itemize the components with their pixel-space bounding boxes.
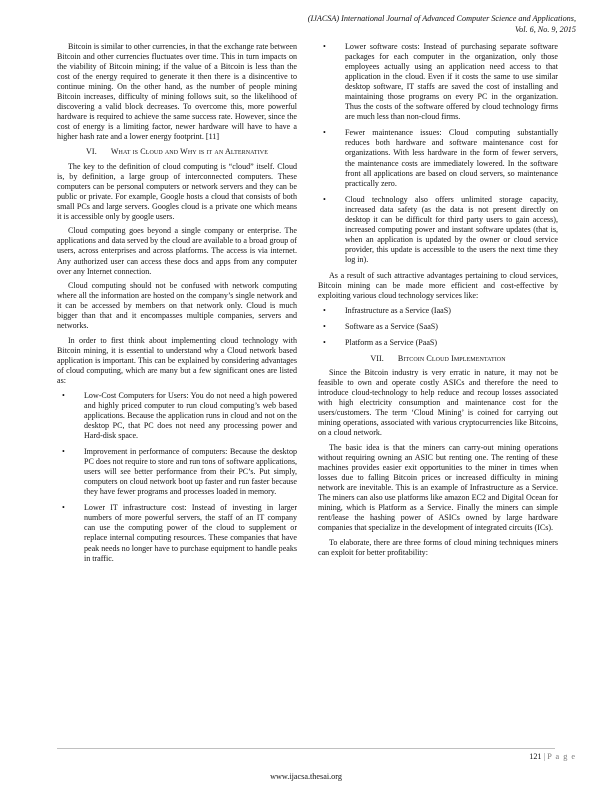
page-number (529, 752, 576, 761)
section-number: VII. (370, 353, 384, 363)
cloud-services-list (318, 306, 558, 348)
right-column (318, 42, 558, 563)
advantages-list (57, 391, 297, 564)
paragraph-cloud-beyond: Cloud computing goes beyond a single company or enterprise. The applications and data served by the cloud are available to a broad group of users, across enterprises and across platforms. The access is via internet. Any authorized user can access these docs and apps from any computer over any Internet connection. (57, 226, 297, 276)
section-number: VI. (86, 147, 97, 157)
bullet-icon: • (62, 390, 65, 400)
section-title: What is Cloud and Why is it an Alternative (110, 147, 268, 157)
paragraph-bitcoin-exchange: Bitcoin is similar to other currencies, in that the exchange rate between Bitcoin and other currencies fluctuates over time. This in turn impacts on the viability of Bitcoin mining; if the value of a Bitcoin is less than the cost of the energy required to generate it then there is a disincentive to continue mining. On the other hand, as the number of people mining Bitcoin increases, difficulty of mining follows suit, so the likelihood of discovering a valid block decreases. To overcome this, more powerful hardware is required to achieve the same success rate. However, since the cost of energy is a limiting factor, newer hardware will have to have a higher hash rate and a lower energy footprint. [11] (57, 42, 297, 142)
bullet-icon: • (323, 42, 326, 51)
paragraph-advantages-intro: In order to first think about implementing cloud technology with Bitcoin mining, it is essential to understand why a Cloud network based application is important. This can be explained by considering advantages of cloud computing, which are many but a few significant ones are listed as: (57, 336, 297, 386)
page-word: P a g e (547, 752, 576, 761)
section-title: Bitcoin Cloud Implementation (397, 353, 506, 363)
paragraph-attractive-advantages: As a result of such attractive advantages pertaining to cloud services, Bitcoin mining can be made more efficient and cost-effective by exploiting various cloud technology services like: (318, 270, 558, 301)
list-item: • Lower IT infrastructure cost: Instead of investing in larger numbers of more powerful servers, the staff of an IT company can use the computing power of the cloud to supplement or replace internal computing resources. These companies that have peak needs no longer have to purchase equipment to handle peaks in traffic. (62, 503, 297, 563)
bullet-icon: • (62, 503, 65, 513)
footer-divider (57, 748, 555, 749)
bullet-icon: • (323, 194, 326, 204)
section-heading-vii (318, 354, 558, 364)
list-item: • Infrastructure as a Service (IaaS) (323, 305, 451, 315)
journal-website: www.ijacsa.thesai.org (270, 772, 342, 781)
bullet-icon: • (323, 321, 326, 331)
paragraph-elaborate: To elaborate, there are three forms of cloud mining techniques miners can exploit for better profitability: (318, 537, 558, 557)
journal-header (176, 14, 576, 35)
paragraph-network-computing: Cloud computing should not be confused with network computing where all the information are hosted on the company’s single network and it can be accessed by members on that network only. Cloud is much bigger than that and it encompasses multiple companies, servers and networks. (57, 281, 297, 331)
list-item: • Software as a Service (SaaS) (323, 321, 438, 331)
journal-header-title: (IJACSA) International Journal of Advanced Computer Science and Applications, (307, 14, 576, 23)
bullet-icon: • (323, 128, 326, 138)
advantages-list-continued (318, 42, 558, 265)
bullet-icon: • (323, 305, 326, 315)
page-number-value: 121 (529, 752, 542, 761)
bullet-icon: • (62, 447, 65, 457)
page-number-separator: | (543, 752, 546, 761)
paragraph-cloud-definition: The key to the definition of cloud computing is “cloud” itself. Cloud is, by definition, a large group of interconnected computers. These computers can be personal computers or network servers and they can be public or private. For example, Google hosts a cloud that consists of both small PCs and large servers. Googles cloud is a private one which means it is accessible only by google users. (57, 161, 297, 221)
list-item: • Platform as a Service (PaaS) (323, 337, 438, 347)
list-item: • Lower software costs: Instead of purchasing separate software packages for each computer in the organization, only those employees actually using an application need access to that application in the cloud. Even if it costs the same to use similar desktop software, IT staffs are saved the cost of installing and maintaining those programs on every PC in the organization. Thus the costs of the software offered by cloud technology firms are much less than non-cloud firms. (323, 42, 558, 122)
section-heading-vi (57, 147, 297, 157)
journal-header-volume: Vol. 6, No. 9, 2015 (515, 24, 576, 34)
list-item: • Low-Cost Computers for Users: You do not need a high powered and highly priced computer to run cloud computing’s web based applications. Because the application runs in cloud and not on the desktop PC, that PC does not need any processing power and Hard-disk space. (62, 390, 297, 441)
paragraph-basic-idea: The basic idea is that the miners can carry-out mining operations without requiring owning an ASIC but renting one. The renting of these machines provides easier exit opportunities to the miner in times when losses due to falling Bitcoin prices or increased difficulty in mining network are inevitable. This is an example of Infrastructure as a Service. The miners can also use platforms like amazon EC2 and Digital Ocean for mining, which is Platform as a Service. Finally the miners can simple rent/lease the hashing power of ASICs owned by large hardware companies that specialize in the development of integrated circuits (ICs). (318, 442, 558, 533)
paragraph-erratic-industry: Since the Bitcoin industry is very erratic in nature, it may not be feasible to own and operate costly ASICs and therefore the need to introduce cloud-technology to help reduce and recoup losses associated with high electricity consumption and maintenance cost for the users/customers. The term ‘Cloud Mining’ is coined for carrying out mining operations, associated with various cryptocurrencies like Bitcoins, on a cloud network. (318, 367, 558, 438)
bullet-icon: • (323, 337, 326, 347)
list-item: • Improvement in performance of computers: Because the desktop PC does not require to store and run tons of software applications, users will see better performance from their PC’s. Put simply, computers on cloud network boot up faster and run faster because they have fewer programs and processes loaded in memory. (62, 447, 297, 497)
list-item: • Cloud technology also offers unlimited storage capacity, increased data safety (as the data is not present directly on desktop it can be difficult for third party users to gain access), increased computing power and instant software updates (that is, when an application is updated by the owner or cloud service provider, this update is accessible to the users the next time they log in). (323, 194, 558, 264)
list-item: • Fewer maintenance issues: Cloud computing substantially reduces both hardware and software maintenance cost for organizations. With less hardware in the form of fewer servers, the maintenance costs are immediately lowered. In the software front all applications are based on cloud servers, so maintenance practically zero. (323, 128, 558, 188)
left-column (57, 42, 297, 570)
